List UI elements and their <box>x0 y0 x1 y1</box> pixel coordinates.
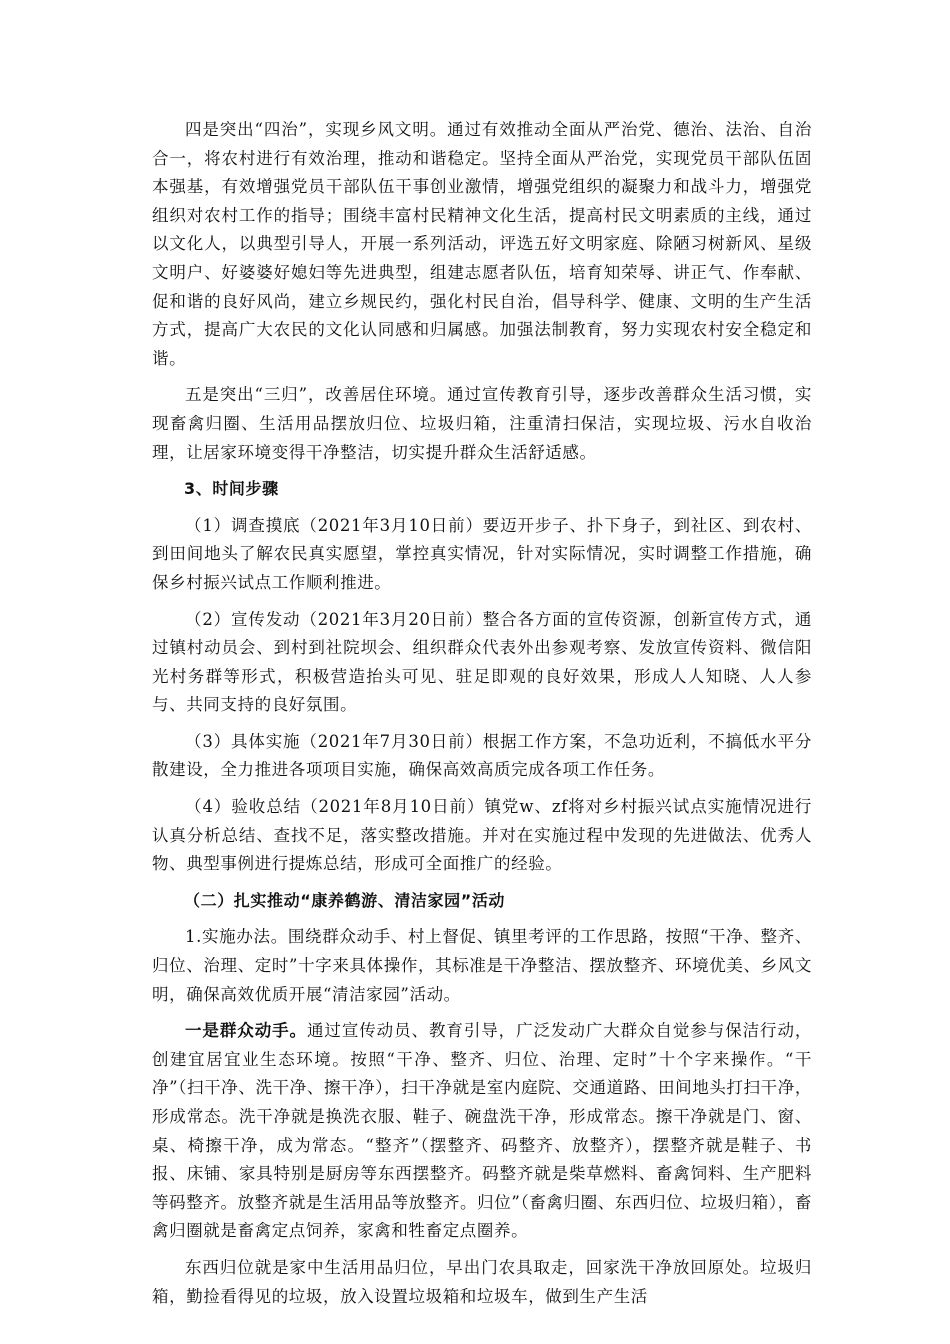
paragraph-step-4: （4）验收总结（2021年8月10日前）镇党w、zf将对乡村振兴试点实施情况进行认真分析总结、查找不足，落实整改措施。并对在实施过程中发现的先进做法、优秀人物、典型事例进行提炼总结，形成可全面推广的经验。 <box>152 797 812 874</box>
paragraph-first <box>152 1017 812 1246</box>
paragraph-step-2: （2）宣传发动（2021年3月20日前）整合各方面的宣传资源，创新宣传方式，通过镇村动员会、到村到社院坝会、组织群众代表外出参观考察、发放宣传资料、微信阳光村务群等形式，积极营造抬头可见、驻足即观的良好效果，形成人人知晓、人人参与、共同支持的良好氛围。 <box>152 609 812 715</box>
paragraph-step-1: （1）调查摸底（2021年3月10日前）要迈开步子、扑下身子，到社区、到农村、到田间地头了解农民真实愿望，掌控真实情况，针对实际情况，实时调整工作措施，确保乡村振兴试点工作顺利推进。 <box>152 515 812 592</box>
paragraph-last: 东西归位就是家中生活用品归位，早出门农具取走，回家洗干净放回原处。垃圾归箱，勤捡看得见的垃圾，放入设置垃圾箱和垃圾车，做到生产生活 <box>152 1257 812 1306</box>
document-body <box>152 116 812 1311</box>
paragraph-method: 1.实施办法。围绕群众动手、村上督促、镇里考评的工作思路，按照“干净、整齐、归位、治理、定时”十字来具体操作，其标准是干净整洁、摆放整齐、环境优美、乡风文明，确保高效优质开展“清洁家园”活动。 <box>152 927 812 1004</box>
paragraph-first-lead: 一是群众动手。 <box>185 1021 307 1041</box>
heading-section-2: （二）扎实推动“康养鹤游、清洁家园”活动 <box>184 890 506 910</box>
paragraph-sizhi: 四是突出“四治”，实现乡风文明。通过有效推动全面从严治党、德治、法治、自治合一，将农村进行有效治理，推动和谐稳定。坚持全面从严治党，实现党员干部队伍固本强基，有效增强党员干部队伍干事创业激情，增强党组织的凝聚力和战斗力，增强党组织对农村工作的指导；围绕丰富村民精神文化生活，提高村民文明素质的主线，通过以文化人，以典型引导人，开展一系列活动，评选五好文明家庭、除陋习树新风、星级文明户、好婆婆好媳妇等先进典型，组建志愿者队伍，培育知荣辱、讲正气、作奉献、促和谐的良好风尚，建立乡规民约，强化村民自治，倡导科学、健康、文明的生产生活方式，提高广大农民的文化认同感和归属感。加强法制教育，努力实现农村安全稳定和谐。 <box>152 120 812 368</box>
paragraph-sangui: 五是突出“三归”，改善居住环境。通过宣传教育引导，逐步改善群众生活习惯，实现畜禽归圈、生活用品摆放归位、垃圾归箱，注重清扫保洁，实现垃圾、污水自收治理，让居家环境变得干净整洁，切实提升群众生活舒适感。 <box>152 385 812 462</box>
paragraph-first-body: 通过宣传动员、教育引导，广泛发动广大群众自觉参与保洁行动，创建宜居宜业生态环境。按照“干净、整齐、归位、治理、定时”十个字来操作。“干净”（扫干净、洗干净、擦干净），扫干净就是室内庭院、交通道路、田间地头打扫干净，形成常态。洗干净就是换洗衣服、鞋子、碗盘洗干净，形成常态。擦干净就是门、窗、桌、椅擦干净，成为常态。“整齐”（摆整齐、码整齐、放整齐），摆整齐就是鞋子、书报、床铺、家具特别是厨房等东西摆整齐。码整齐就是柴草燃料、畜禽饲料、生产肥料等码整齐。放整齐就是生活用品等放整齐。归位”（畜禽归圈、东西归位、垃圾归箱），畜禽归圈就是畜禽定点饲养，家禽和牲畜定点圈养。 <box>152 1021 812 1241</box>
heading-time-steps: 3、时间步骤 <box>184 479 279 499</box>
paragraph-step-3: （3）具体实施（2021年7月30日前）根据工作方案，不急功近利，不搞低水平分散建设，全力推进各项项目实施，确保高效高质完成各项工作任务。 <box>152 731 812 780</box>
